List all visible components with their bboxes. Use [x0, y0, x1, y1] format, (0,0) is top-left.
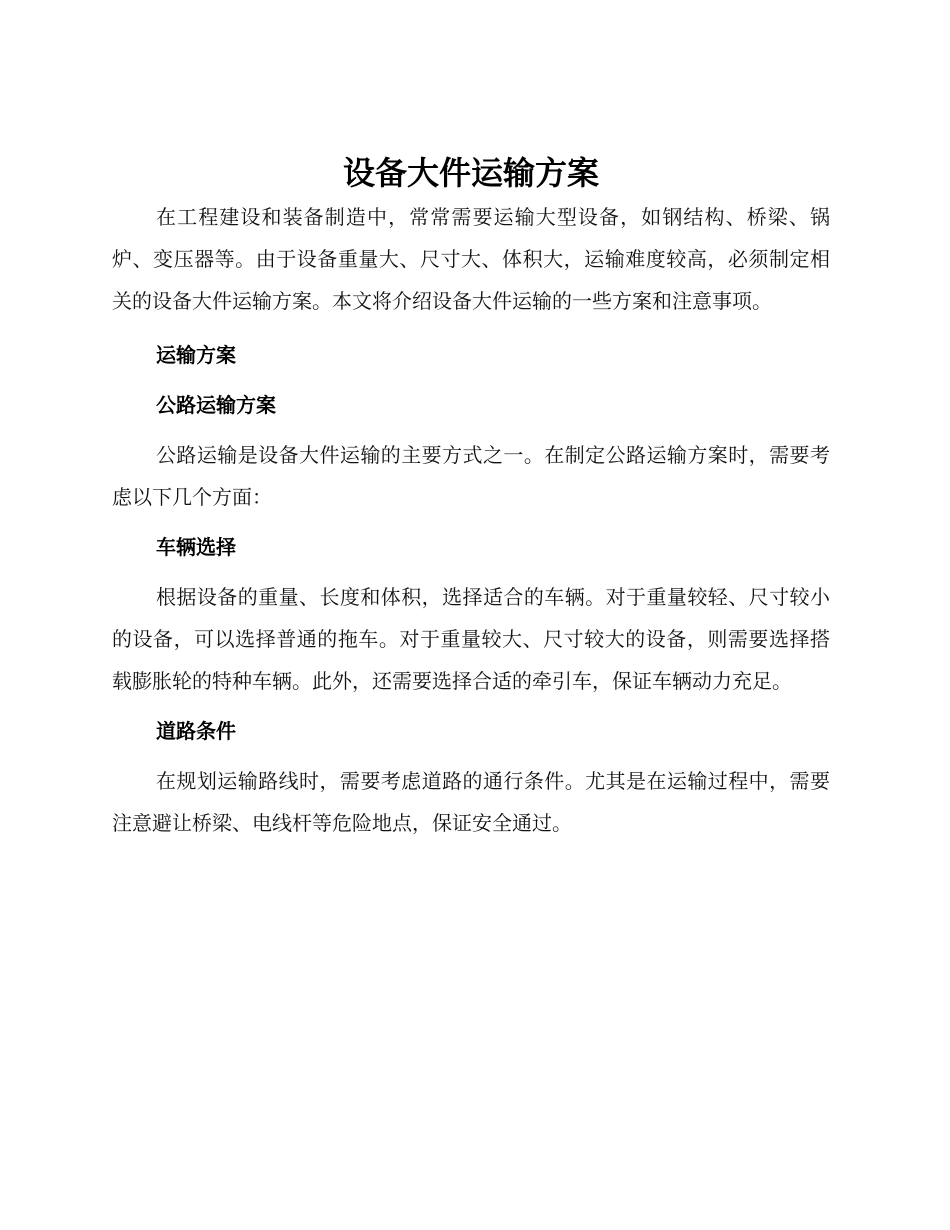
spacer [112, 376, 830, 384]
heading-vehicle-selection: 车辆选择 [156, 535, 236, 559]
document-body [112, 150, 830, 844]
road-conditions-paragraph: 在规划运输路线时，需要考虑道路的通行条件。尤其是在运输过程中，需要注意避让桥梁、电线杆等危险地点，保证安全通过。 [112, 769, 830, 835]
vehicle-selection-paragraph: 根据设备的重量、长度和体积，选择适合的车辆。对于重量较轻、尺寸较小的设备，可以选择普通的拖车。对于重量较大、尺寸较大的设备，则需要选择搭载膨胀轮的特种车辆。此外，还需要选择合适的牵引车，保证车辆动力充足。 [112, 585, 830, 693]
spacer [112, 518, 830, 526]
spacer [112, 752, 830, 760]
spacer [112, 702, 830, 710]
road-transport-paragraph: 公路运输是设备大件运输的主要方式之一。在制定公路运输方案时，需要考虑以下几个方面： [112, 443, 830, 509]
spacer [112, 322, 830, 334]
intro-paragraph: 在工程建设和装备制造中，常常需要运输大型设备，如钢结构、桥梁、锅炉、变压器等。由于设备重量大、尺寸大、体积大，运输难度较高，必须制定相关的设备大件运输方案。本文将介绍设备大件运输的一些方案和注意事项。 [112, 205, 830, 313]
section-heading-transport-plan: 运输方案 [156, 343, 236, 367]
document-title: 设备大件运输方案 [342, 154, 599, 192]
subsection-heading-road-transport: 公路运输方案 [156, 393, 276, 417]
spacer [112, 426, 830, 434]
heading-road-conditions: 道路条件 [156, 719, 236, 743]
spacer [112, 568, 830, 576]
